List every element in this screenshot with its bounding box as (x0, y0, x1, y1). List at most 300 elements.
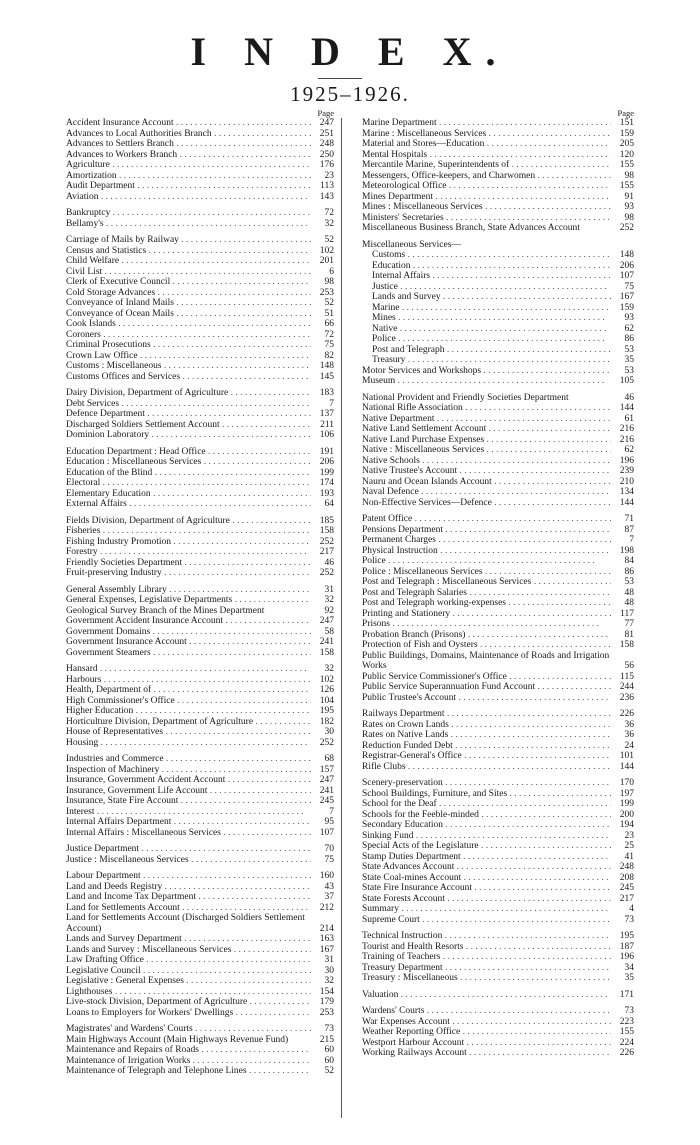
entry-page-number: 113 (320, 181, 334, 191)
index-entry (66, 807, 334, 818)
entry-page-number: 170 (619, 778, 634, 788)
entry-label: General Expenses, Legislative Departments . . . (66, 595, 311, 606)
index-entry (362, 435, 634, 446)
entry-label: Supreme Court . . . (362, 915, 611, 926)
entry-page-number: 212 (319, 902, 334, 913)
entry-page-number: 75 (324, 340, 334, 350)
entry-page-number: 226 (619, 1048, 634, 1058)
entry-label: Interest . . . (66, 807, 311, 818)
entry-label: Harbours . . . (66, 675, 311, 686)
entry-page-number: 62 (624, 445, 634, 455)
entry-page-number: 195 (619, 931, 634, 941)
entry-label: Patent Office . . . (362, 514, 611, 525)
index-entry (362, 883, 634, 894)
index-entry (66, 537, 334, 548)
entry-label: Dairy Division, Department of Agriculture . . . (66, 388, 311, 399)
index-entry (362, 894, 634, 905)
entry-label: Public Buildings, Domains, Maintenance of Roads and Irrigation Works (362, 650, 610, 671)
index-entry (66, 786, 334, 797)
entry-page-number: 248 (619, 862, 634, 872)
index-entry (362, 355, 634, 366)
entry-label: Internal Affairs : Miscellaneous Services . . . (66, 828, 311, 839)
entry-page-number: 82 (324, 350, 334, 361)
entry-label: Aviation . . . (66, 192, 311, 203)
index-entry (362, 990, 634, 1001)
index-entry (66, 706, 334, 717)
entry-page-number: 158 (319, 647, 334, 658)
index-entry (66, 447, 334, 458)
index-entry (66, 844, 334, 855)
entry-page-number: 239 (619, 466, 634, 476)
entry-label: Bellamy's . . . (66, 219, 311, 230)
entry-page-number: 73 (624, 1006, 634, 1016)
index-entry (362, 915, 634, 926)
entry-page-number: 195 (319, 706, 334, 716)
entry-page-number: 93 (624, 202, 634, 212)
entry-label: Non-Effective Services—Defence . . . (362, 498, 611, 509)
index-entry (362, 709, 634, 720)
entry-label: Friendly Societies Department . . . (66, 558, 311, 569)
entry-page-number: 102 (319, 245, 334, 256)
entry-page-number: 163 (319, 934, 334, 944)
entry-label: Wardens' Courts . . . (362, 1006, 611, 1017)
index-entry (66, 765, 334, 776)
entry-page-number: 215 (319, 1034, 334, 1045)
entry-label: Amortization . . . (66, 171, 311, 182)
entry-label: Bankruptcy . . . (66, 208, 311, 219)
entry-label: Police . . . (372, 334, 611, 345)
entry-label: Land and Deeds Registry . . . (66, 882, 311, 893)
entry-page-number: 245 (619, 883, 634, 893)
entry-page-number: 87 (624, 524, 634, 535)
entry-label: Insurance, Government Life Account . . . (66, 786, 311, 797)
index-entry (362, 873, 634, 884)
entry-page-number: 104 (319, 695, 334, 706)
entry-label: Industries and Commerce . . . (66, 754, 311, 765)
entry-page-number: 30 (324, 727, 334, 737)
entry-page-number: 183 (319, 388, 334, 398)
index-entry (362, 160, 634, 171)
entry-label: Public Service Superannuation Fund Account . . . (362, 682, 611, 693)
entry-label: Insurance, Government Accident Account . . . (66, 775, 311, 786)
index-entry (362, 313, 634, 324)
entry-page-number: 92 (324, 605, 334, 616)
index-entry (66, 489, 334, 500)
index-entry (66, 150, 334, 161)
index-entry (66, 976, 334, 987)
entry-page-number: 72 (324, 208, 334, 218)
entry-label: Treasury . . . (372, 355, 611, 366)
index-entry (362, 588, 634, 599)
entry-page-number: 7 (329, 806, 334, 817)
entry-page-number: 35 (624, 973, 634, 983)
entry-page-number: 61 (624, 413, 634, 424)
entry-page-number: 216 (619, 424, 634, 434)
entry-page-number: 106 (319, 430, 334, 440)
entry-label: Fisheries . . . (66, 526, 311, 537)
entry-page-number: 199 (619, 799, 634, 809)
index-entry (66, 738, 334, 749)
entry-label: Higher Education . . . (66, 706, 311, 717)
entry-label: War Expenses Account . . . (362, 1017, 611, 1028)
index-entry (362, 799, 634, 810)
index-entry (362, 693, 634, 704)
entry-page-number: 247 (319, 775, 334, 785)
entry-label: Ministers' Secretaries . . . (362, 213, 611, 224)
index-entry (66, 955, 334, 966)
entry-page-number: 24 (624, 740, 634, 751)
entry-label: Probation Branch (Prisons) . . . (362, 630, 611, 641)
index-entry (66, 420, 334, 431)
index-entry (362, 556, 634, 567)
entry-page-number: 48 (624, 598, 634, 608)
entry-label: Summary . . . (362, 904, 611, 915)
entry-page-number: 107 (319, 827, 334, 838)
entry-label: Coroners . . . (66, 330, 311, 341)
entry-page-number: 30 (324, 965, 334, 976)
index-entry (66, 997, 334, 1008)
index-entry (362, 931, 634, 942)
entry-label: Cook Islands . . . (66, 319, 311, 330)
index-entry (362, 240, 634, 251)
entry-page-number: 53 (624, 577, 634, 587)
index-entry (66, 913, 334, 934)
entry-page-number: 247 (319, 118, 334, 128)
entry-page-number: 236 (619, 692, 634, 703)
index-entry (66, 277, 334, 288)
entry-label: State Fire Insurance Account . . . (362, 883, 611, 894)
index-entry (66, 340, 334, 351)
index-entry (362, 1027, 634, 1038)
index-entry (66, 1056, 334, 1067)
entry-label: Technical Instruction . . . (362, 931, 611, 942)
index-entry (66, 627, 334, 638)
entry-page-number: 77 (624, 619, 634, 629)
entry-page-number: 93 (624, 313, 634, 323)
index-entry (66, 256, 334, 267)
entry-label: Accident Insurance Account . . . (66, 118, 311, 129)
index-entry (66, 208, 334, 219)
entry-label: Conveyance of Ocean Mails . . . (66, 309, 311, 320)
entry-label: Tourist and Health Resorts . . . (362, 942, 611, 953)
entry-label: Special Acts of the Legislature . . . (362, 841, 611, 852)
index-entry (66, 118, 334, 129)
entry-page-number: 253 (319, 1007, 334, 1018)
index-entry (362, 651, 634, 672)
entry-label: General Assembly Library . . . (66, 585, 311, 596)
entry-page-number: 37 (324, 892, 334, 902)
entry-label: Naval Defence . . . (362, 487, 611, 498)
entry-page-number: 73 (624, 914, 634, 925)
entry-page-number: 191 (319, 446, 334, 457)
entry-label: Secondary Education . . . (362, 820, 611, 831)
entry-label: Fruit-preserving Industry . . . (66, 568, 311, 579)
entry-label: Loans to Employers for Workers' Dwellings . . . (66, 1008, 311, 1019)
entry-label: Native . . . (372, 324, 611, 335)
entry-page-number: 64 (324, 499, 334, 509)
entry-page-number: 244 (619, 682, 634, 692)
entry-page-number: 159 (619, 302, 634, 313)
entry-label: Audit Department . . . (66, 181, 311, 192)
entry-page-number: 23 (624, 830, 634, 841)
index-entry (66, 288, 334, 299)
index-entry (362, 619, 634, 630)
index-entry (362, 424, 634, 435)
entry-page-number: 171 (619, 989, 634, 1000)
entry-label: Justice . . . (372, 282, 611, 293)
entry-label: Crown Law Office . . . (66, 351, 311, 362)
index-entry (362, 535, 634, 546)
entry-label: Mental Hospitals . . . (362, 150, 611, 161)
page-column-header: Page (617, 108, 634, 118)
entry-label: School for the Deaf . . . (362, 799, 611, 810)
entry-label: Motor Services and Workshops . . . (362, 366, 611, 377)
page-column-header: Page (317, 108, 334, 118)
entry-label: Marine Department . . . (362, 118, 611, 129)
entry-label: Magistrates' and Wardens' Courts . . . (66, 1024, 311, 1035)
entry-page-number: 187 (619, 941, 634, 952)
entry-page-number: 6 (329, 266, 334, 277)
entry-label: National Rifle Association . . . (362, 403, 611, 414)
index-entry (362, 630, 634, 641)
entry-label: Westport Harbour Account . . . (362, 1038, 611, 1049)
index-entry (362, 213, 634, 224)
entry-page-number: 35 (624, 355, 634, 365)
index-entry (362, 324, 634, 335)
entry-page-number: 52 (324, 298, 334, 308)
entry-label: School Buildings, Furniture, and Sites . . . (362, 789, 611, 800)
entry-label: Customs Offices and Services . . . (66, 372, 311, 383)
entry-label: Education . . . (372, 261, 611, 272)
entry-label: Protection of Fish and Oysters . . . (362, 640, 611, 651)
entry-label: Child Welfare . . . (66, 256, 311, 267)
index-entry (362, 577, 634, 588)
index-entry (66, 372, 334, 383)
entry-label: Electoral . . . (66, 478, 311, 489)
index-entry (66, 1008, 334, 1019)
index-entry (66, 882, 334, 893)
entry-page-number: 154 (319, 986, 334, 997)
index-entry (362, 1006, 634, 1017)
entry-page-number: 48 (624, 587, 634, 598)
index-entry (362, 762, 634, 773)
entry-label: Internal Affairs Department . . . (66, 817, 311, 828)
entry-label: Police . . . (362, 556, 611, 567)
index-entry (66, 568, 334, 579)
index-entry (362, 952, 634, 963)
entry-label: Advances to Settlers Branch . . . (66, 139, 311, 150)
entry-page-number: 70 (324, 844, 334, 854)
index-entry (362, 334, 634, 345)
index-entry (362, 963, 634, 974)
entry-label: Physical Instruction . . . (362, 546, 611, 557)
index-entry (66, 129, 334, 140)
entry-label: Native : Miscellaneous Services . . . (362, 445, 611, 456)
index-entry (66, 616, 334, 627)
entry-page-number: 4 (629, 904, 634, 914)
year-subtitle: 1925–1926. (290, 82, 410, 106)
index-entry (362, 129, 634, 140)
index-entry (362, 171, 634, 182)
entry-label: Health, Department of . . . (66, 685, 311, 696)
entry-label: Treasury Department . . . (362, 963, 611, 974)
entry-page-number: 34 (624, 962, 634, 973)
entry-page-number: 51 (324, 308, 334, 319)
index-entry (362, 403, 634, 414)
entry-label: Post and Telegraph Salaries . . . (362, 588, 611, 599)
index-entry (66, 796, 334, 807)
entry-label: Hansard . . . (66, 664, 311, 675)
index-entry (66, 754, 334, 765)
entry-label: Maintenance of Irrigation Works . . . (66, 1056, 311, 1067)
entry-label: Marine . . . (372, 303, 611, 314)
entry-label: Main Highways Account (Main Highways Revenue Fund) (66, 1034, 289, 1045)
entry-label: Law Drafting Office . . . (66, 955, 311, 966)
entry-label: Treasury : Miscellaneous . . . (362, 973, 611, 984)
entry-label: Defence Department . . . (66, 409, 311, 420)
entry-page-number: 32 (324, 595, 334, 605)
index-entry (362, 751, 634, 762)
entry-page-number: 117 (620, 608, 634, 619)
entry-label: Public Trustee's Account . . . (362, 693, 611, 704)
entry-label: Inspection of Machinery . . . (66, 765, 311, 776)
entry-label: Native Schools . . . (362, 456, 611, 467)
entry-page-number: 194 (619, 820, 634, 830)
index-entry (362, 393, 634, 404)
entry-page-number: 185 (319, 515, 334, 526)
entry-page-number: 248 (319, 139, 334, 149)
index-entry (66, 595, 334, 606)
entry-label: Miscellaneous Business Branch, State Advances Account (362, 223, 580, 233)
entry-label: Education of the Blind . . . (66, 468, 311, 479)
entry-page-number: 60 (324, 1045, 334, 1055)
index-entry (66, 192, 334, 203)
index-entry (362, 973, 634, 984)
index-entry (362, 192, 634, 203)
index-entry (362, 487, 634, 498)
entry-label: Lands and Survey . . . (372, 292, 611, 303)
entry-label: Rifle Clubs . . . (362, 762, 611, 773)
entry-page-number: 158 (319, 526, 334, 536)
index-entry (66, 675, 334, 686)
index-entry (66, 1045, 334, 1056)
entry-page-number: 148 (319, 361, 334, 371)
entry-page-number: 251 (319, 128, 334, 139)
entry-label: Native Land Purchase Expenses . . . (362, 435, 611, 446)
entry-page-number: 214 (319, 923, 334, 934)
entry-label: Housing . . . (66, 738, 311, 749)
entry-page-number: 206 (319, 457, 334, 467)
entry-page-number: 217 (319, 547, 334, 557)
index-entry (362, 414, 634, 425)
index-entry (66, 309, 334, 320)
index-entry (66, 547, 334, 558)
index-entry (362, 345, 634, 356)
index-entry (362, 139, 634, 150)
index-entry (362, 376, 634, 387)
entry-page-number: 95 (324, 817, 334, 827)
entry-label: Weather Reporting Office . . . (362, 1027, 611, 1038)
entry-label: Elementary Education . . . (66, 489, 311, 500)
entry-page-number: 179 (319, 997, 334, 1007)
entry-label: Land for Settlements Account . . . (66, 903, 311, 914)
entry-label: Stamp Duties Department . . . (362, 852, 611, 863)
index-entry (362, 1017, 634, 1028)
entry-label: Messengers, Office-keepers, and Charwomen . . . (362, 171, 611, 182)
entry-page-number: 176 (319, 160, 334, 170)
index-entry (66, 457, 334, 468)
index-entry (362, 282, 634, 293)
entry-page-number: 107 (619, 271, 634, 281)
index-entry (362, 477, 634, 488)
index-entry (66, 267, 334, 278)
entry-page-number: 167 (319, 944, 334, 955)
index-entry (362, 778, 634, 789)
entry-page-number: 193 (319, 488, 334, 499)
index-entry (66, 966, 334, 977)
entry-page-number: 155 (619, 1027, 634, 1037)
entry-page-number: 196 (619, 455, 634, 466)
entry-label: Police : Miscellaneous Services . . . (362, 567, 611, 578)
index-entry (66, 717, 334, 728)
entry-label: State Advances Account . . . (362, 862, 611, 873)
entry-page-number: 208 (619, 872, 634, 883)
index-entry (66, 855, 334, 866)
entry-page-number: 115 (620, 671, 634, 682)
entry-label: Native Trustee's Account . . . (362, 466, 611, 477)
entry-page-number: 75 (624, 281, 634, 292)
entry-label: Sinking Fund . . . (362, 831, 611, 842)
index-entry (66, 409, 334, 420)
entry-label: Maintenance and Repairs of Roads . . . (66, 1045, 311, 1056)
entry-page-number: 252 (319, 737, 334, 748)
index-entry (66, 606, 334, 617)
entry-page-number: 144 (619, 761, 634, 772)
entry-page-number: 101 (619, 751, 634, 761)
index-entry (362, 445, 634, 456)
entry-label: Discharged Soldiers Settlement Account . . . (66, 420, 311, 431)
entry-page-number: 155 (619, 181, 634, 191)
entry-label: Mines : Miscellaneous Services . . . (362, 202, 611, 213)
index-entry (66, 817, 334, 828)
entry-page-number: 151 (619, 118, 634, 128)
entry-page-number: 144 (619, 403, 634, 413)
entry-label: Rates on Crown Lands . . . (362, 720, 611, 731)
entry-page-number: 201 (319, 256, 334, 266)
index-entry (66, 516, 334, 527)
entry-label: Criminal Prosecutions . . . (66, 340, 311, 351)
index-entry (362, 682, 634, 693)
entry-page-number: 102 (319, 674, 334, 685)
entry-page-number: 143 (319, 191, 334, 202)
index-entry (66, 558, 334, 569)
entry-page-number: 62 (624, 323, 634, 334)
index-entry (66, 388, 334, 399)
entry-label: Internal Affairs . . . (372, 271, 611, 282)
index-entry (362, 1048, 634, 1059)
entry-label: Government Steamers . . . (66, 648, 311, 659)
entry-label: Scenery-preservation . . . (362, 778, 611, 789)
entry-label: State Coal-mines Account . . . (362, 873, 611, 884)
index-entry (66, 478, 334, 489)
entry-page-number: 197 (619, 788, 634, 799)
index-entry (362, 250, 634, 261)
entry-label: Cold Storage Advances . . . (66, 288, 311, 299)
index-entry (362, 223, 634, 234)
index-entry (66, 585, 334, 596)
entry-label: Public Service Commissioner's Office . . . (362, 672, 611, 683)
entry-page-number: 105 (619, 376, 634, 386)
